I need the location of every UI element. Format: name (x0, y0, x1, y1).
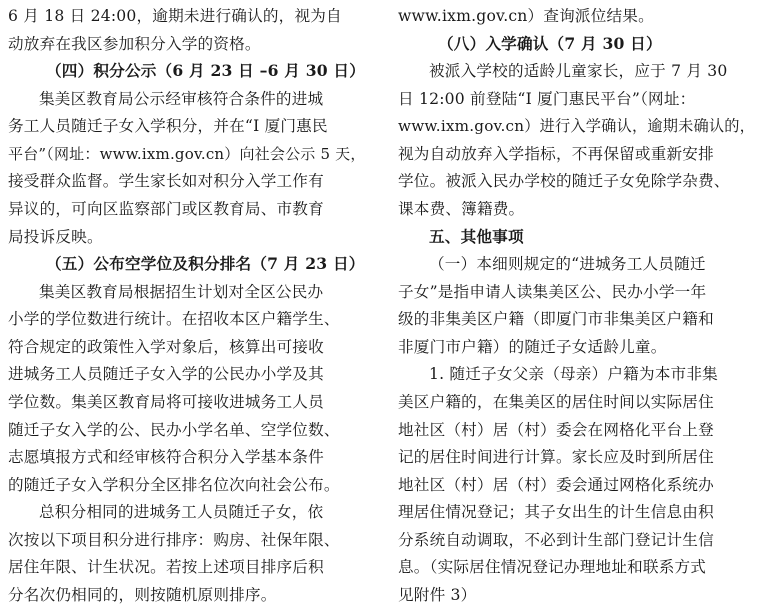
text-line: 志愿填报方式和经审核符合积分入学基本条件 (8, 448, 324, 466)
text-line: www.ixm.gov.cn）查询派位结果。 (398, 7, 654, 25)
section-heading-other-matters: 五、其他事项 (429, 227, 524, 246)
text-line: 被派入学校的适龄儿童家长，应于 7 月 30 (429, 62, 728, 80)
text-line: 次按以下项目积分进行排序：购房、社保年限、 (8, 531, 340, 549)
text-line: 平台”（网址：www.ixm.gov.cn）向社会公示 5 天， (8, 145, 366, 163)
text-line: 的随迁子女入学积分全区排名位次向社会公布。 (8, 476, 340, 494)
text-line: 见附件 3） (398, 586, 477, 604)
text-line: 分名次仍相同的，则按随机原则排序。 (8, 586, 277, 604)
section-heading-publicity: （四）积分公示（6 月 23 日 –6 月 30 日） (46, 61, 366, 80)
text-line: 分系统自动调取，不必到计生部门登记计生信 (398, 531, 714, 549)
text-line: 符合规定的政策性入学对象后，核算出可接收 (8, 338, 324, 356)
text-line: 务工人员随迁子女入学积分，并在“I 厦门惠民 (8, 117, 328, 135)
text-line: （一）本细则规定的“进城务工人员随迁 (429, 255, 706, 273)
text-line: 总积分相同的进城务工人员随迁子女，依 (39, 503, 324, 521)
text-line: 异议的，可向区监察部门或区教育局、市教育 (8, 200, 324, 218)
text-line: 随迁子女入学的公、民办小学名单、空学位数、 (8, 421, 340, 439)
text-line: 子女”是指申请人读集美区公、民办小学一年 (398, 283, 707, 301)
section-heading-ranking: （五）公布空学位及积分排名（7 月 23 日） (46, 254, 365, 273)
text-line: 记的居住时间进行计算。家长应及时到所居住 (398, 448, 714, 466)
text-line: 地社区（村）居（村）委会在网格化平台上登 (398, 421, 714, 439)
text-line: 小学的学位数进行统计。在招收本区户籍学生、 (8, 310, 340, 328)
text-line: 非厦门市户籍）的随迁子女适龄儿童。 (398, 338, 667, 356)
section-heading-confirmation: （八）入学确认（7 月 30 日） (438, 34, 662, 53)
text-line: 学位。被派入民办学校的随迁子女免除学杂费、 (398, 172, 730, 190)
text-line: 动放弃在我区参加积分入学的资格。 (8, 35, 261, 53)
text-line: 集美区教育局根据招生计划对全区公民办 (39, 283, 324, 301)
text-line: 1. 随迁子女父亲（母亲）户籍为本市非集 (429, 365, 718, 383)
text-line: 学位数。集美区教育局将可接收进城务工人员 (8, 393, 324, 411)
text-line: 视为自动放弃入学指标，不再保留或重新安排 (398, 145, 714, 163)
text-line: 居住年限、计生状况。若按上述项目排序后积 (8, 558, 324, 576)
text-line: 地社区（村）居（村）委会通过网格化系统办 (398, 476, 714, 494)
text-line: 理居住情况登记；其子女出生的计生信息由积 (398, 503, 714, 521)
text-line: 接受群众监督。学生家长如对积分入学工作有 (8, 172, 324, 190)
text-line: 课本费、簿籍费。 (398, 200, 525, 218)
text-line: 进城务工人员随迁子女入学的公民办小学及其 (8, 365, 324, 383)
text-line: 局投诉反映。 (8, 228, 103, 246)
text-line: 息。（实际居住情况登记办理地址和联系方式 (398, 558, 707, 576)
text-line: 美区户籍的，在集美区的居住时间以实际居住 (398, 393, 714, 411)
text-line: www.ixm.gov.cn）进行入学确认，逾期未确认的， (398, 117, 756, 135)
text-line: 级的非集美区户籍（即厦门市非集美区户籍和 (398, 310, 714, 328)
text-line: 日 12:00 前登陆“I 厦门惠民平台”（网址： (398, 90, 696, 108)
text-line: 集美区教育局公示经审核符合条件的进城 (39, 90, 324, 108)
text-line: 6 月 18 日 24:00，逾期未进行确认的，视为自 (8, 7, 342, 25)
